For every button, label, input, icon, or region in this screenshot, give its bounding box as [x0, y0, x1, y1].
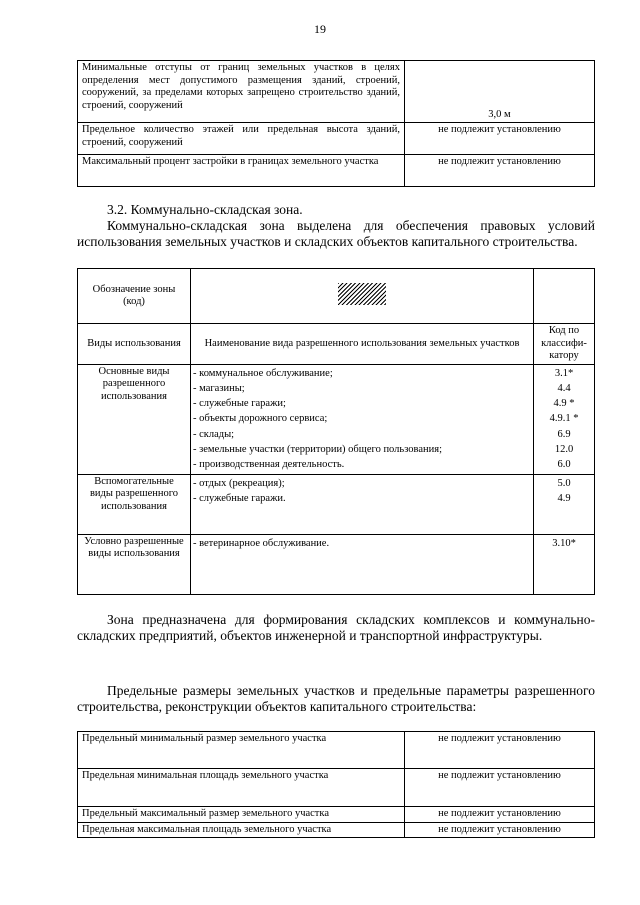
code: 5.0	[557, 477, 571, 489]
list-item: - служебные гаражи;	[193, 398, 286, 410]
param-label: Предельное количество этажей или предельная высота зданий, строений, сооружений	[78, 123, 405, 155]
limit-label: Предельная минимальная площадь земельного участка	[78, 769, 405, 807]
table-row	[78, 123, 595, 155]
table-row	[78, 807, 595, 823]
code: 4.9.1 *	[549, 413, 579, 425]
param-label: Максимальный процент застройки в границах земельного участка	[78, 155, 405, 187]
table-row	[78, 155, 595, 187]
list-item: - склады;	[193, 428, 235, 440]
kind-conditional: Условно разрешенные виды использования	[78, 534, 191, 594]
codes-main	[534, 364, 595, 474]
page-number: 19	[314, 22, 326, 36]
limit-value: не подлежит установлению	[405, 807, 595, 823]
table-row	[78, 474, 595, 534]
code: 6.9	[557, 428, 571, 440]
items-auxiliary	[191, 474, 534, 534]
list-item: - земельные участки (территории) общего пользования;	[193, 443, 443, 455]
purpose-block	[77, 612, 595, 644]
table-row	[78, 364, 595, 474]
header-name: Наименование вида разрешенного использования земельных участков	[191, 324, 534, 365]
limit-label: Предельный максимальный размер земельного участка	[78, 807, 405, 823]
zone-table	[77, 268, 595, 595]
section-block	[77, 202, 595, 250]
param-value: 3,0 м	[405, 61, 595, 123]
empty-cell	[534, 269, 595, 324]
limit-label: Предельная максимальная площадь земельного участка	[78, 822, 405, 838]
code: 4.9 *	[553, 398, 575, 410]
list-item: - производственная деятельность.	[193, 459, 345, 471]
table-row	[78, 534, 595, 594]
limit-value: не подлежит установлению	[405, 822, 595, 838]
limit-label: Предельный минимальный размер земельного участка	[78, 732, 405, 769]
list-item: - магазины;	[193, 382, 245, 394]
items-conditional	[191, 534, 534, 594]
table-row	[78, 769, 595, 807]
param-value: не подлежит установлению	[405, 123, 595, 155]
limits-text: Предельные размеры земельных участков и предельные параметры разрешенного строительства, реконструкции объектов капитального строительства:	[77, 683, 595, 714]
code: 4.9	[557, 492, 571, 504]
zone-hatch-cell	[191, 269, 534, 324]
codes-conditional	[534, 534, 595, 594]
list-item: - коммунальное обслуживание;	[193, 367, 333, 379]
hatched-zone-symbol-icon	[338, 283, 386, 305]
items-main	[191, 364, 534, 474]
section-heading: 3.2. Коммунально-складская зона.	[107, 202, 303, 217]
code: 12.0	[554, 443, 574, 455]
purpose-text: Зона предназначена для формирования складских комплексов и коммунально-складских предприятий, объектов инженерной и транспортной инфраструктуры.	[77, 612, 595, 643]
list-item: - объекты дорожного сервиса;	[193, 413, 328, 425]
table-row	[78, 732, 595, 769]
table-row	[78, 822, 595, 838]
list-item: - отдых (рекреация);	[193, 477, 285, 489]
table-row	[78, 61, 595, 123]
limit-value: не подлежит установлению	[405, 732, 595, 769]
param-label: Минимальные отступы от границ земельных участков в целях определения мест допустимого размещения зданий, строений, сооружений, за пределами которых запрещено строительство зданий, строений, сооружений	[78, 61, 405, 123]
kind-auxiliary: Вспомогательные виды разрешенного использования	[78, 474, 191, 534]
code: 3.1*	[554, 367, 574, 379]
header-row	[78, 324, 595, 365]
list-item: - служебные гаражи.	[193, 492, 286, 504]
section-intro: Коммунально-складская зона выделена для обеспечения правовых условий использования земельных участков и складских объектов капитального строительства.	[77, 218, 595, 249]
params-table-top	[77, 60, 595, 187]
params-table-bottom	[77, 731, 595, 838]
code: 4.4	[557, 382, 571, 394]
zone-code-label: Обозначение зоны (код)	[78, 269, 191, 324]
limit-value: не подлежит установлению	[405, 769, 595, 807]
code: 6.0	[557, 459, 571, 471]
param-value: не подлежит установлению	[405, 155, 595, 187]
code: 3.10*	[552, 537, 576, 549]
header-code: Код по классифи-катору	[534, 324, 595, 365]
codes-auxiliary	[534, 474, 595, 534]
header-kinds: Виды использования	[78, 324, 191, 365]
zone-code-row	[78, 269, 595, 324]
kind-main: Основные виды разрешенного использования	[78, 364, 191, 474]
list-item: - ветеринарное обслуживание.	[193, 537, 330, 549]
limits-block	[77, 683, 595, 715]
